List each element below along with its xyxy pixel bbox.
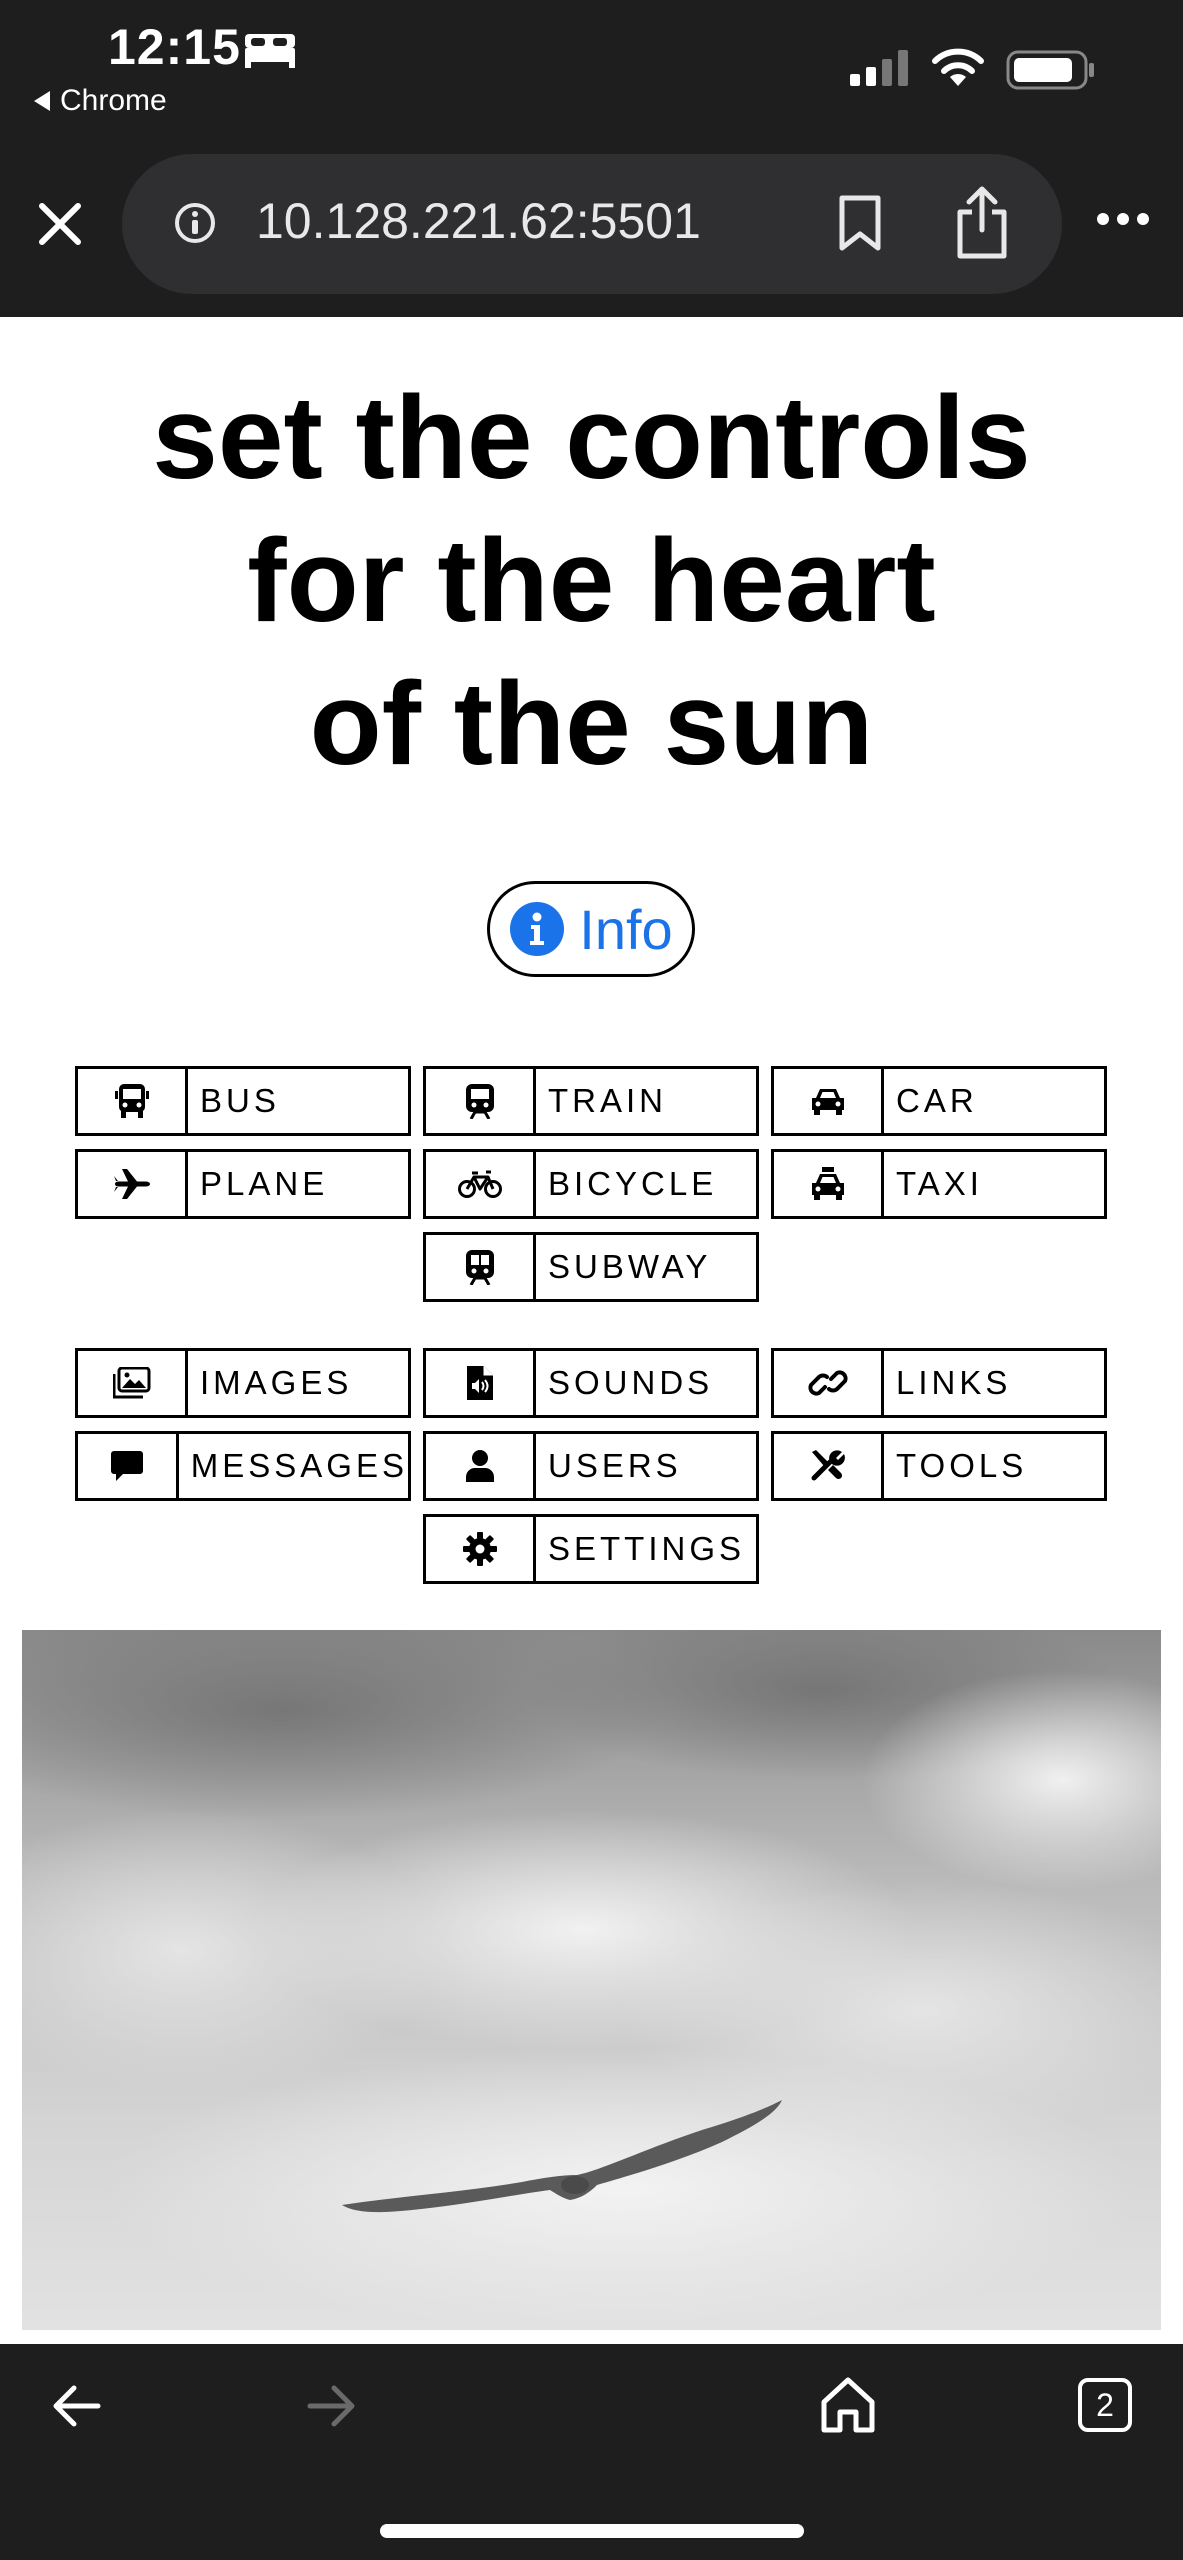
- back-arrow-icon: [34, 91, 50, 111]
- site-info-icon[interactable]: [174, 202, 216, 244]
- info-button-label: Info: [579, 897, 673, 961]
- plane-icon: [113, 1168, 151, 1200]
- users-label: USERS: [548, 1447, 682, 1484]
- more-options-icon[interactable]: [1096, 212, 1150, 226]
- messages-button[interactable]: [75, 1431, 411, 1501]
- address-bar[interactable]: [122, 154, 1062, 294]
- status-time: 12:15: [108, 19, 241, 75]
- tabs-button[interactable]: 2: [1078, 2378, 1132, 2432]
- tools-button[interactable]: [771, 1431, 1107, 1501]
- links-button[interactable]: [771, 1348, 1107, 1418]
- bus-icon: [115, 1083, 149, 1119]
- subway-button[interactable]: [423, 1232, 759, 1302]
- headline-line: of the sun: [309, 658, 874, 790]
- images-button[interactable]: [75, 1348, 411, 1418]
- url-text: 10.128.221.62:5501: [256, 193, 701, 249]
- train-button[interactable]: [423, 1066, 759, 1136]
- images-icon: [113, 1367, 151, 1399]
- users-button[interactable]: [423, 1431, 759, 1501]
- sounds-label: SOUNDS: [548, 1364, 714, 1401]
- messages-label: MESSAGES: [190, 1447, 408, 1484]
- sleep-focus-icon: [243, 30, 297, 70]
- info-button[interactable]: [487, 881, 695, 977]
- plane-label: PLANE: [200, 1165, 329, 1202]
- links-label: LINKS: [896, 1364, 1012, 1401]
- cellular-signal-icon: [850, 50, 914, 86]
- forward-arrow-icon[interactable]: [306, 2384, 356, 2428]
- headline-line: for the heart: [247, 515, 936, 647]
- sounds-button[interactable]: [423, 1348, 759, 1418]
- wifi-icon: [930, 46, 986, 88]
- train-label: TRAIN: [548, 1082, 667, 1119]
- settings-label: SETTINGS: [548, 1530, 746, 1567]
- share-icon[interactable]: [954, 184, 1010, 260]
- home-indicator[interactable]: [380, 2524, 804, 2538]
- headline-line: set the controls: [152, 372, 1031, 504]
- close-icon[interactable]: [36, 200, 84, 248]
- sound-file-icon: [466, 1365, 494, 1401]
- gear-icon: [463, 1532, 497, 1566]
- taxi-label: TAXI: [896, 1165, 983, 1202]
- bicycle-icon: [458, 1169, 502, 1199]
- taxi-icon: [810, 1167, 846, 1201]
- bus-label: BUS: [200, 1082, 280, 1119]
- message-icon: [110, 1450, 144, 1482]
- bookmark-icon[interactable]: [838, 194, 882, 252]
- home-icon[interactable]: [818, 2374, 878, 2434]
- images-label: IMAGES: [200, 1364, 353, 1401]
- car-label: CAR: [896, 1082, 978, 1119]
- car-button[interactable]: [771, 1066, 1107, 1136]
- train-icon: [465, 1083, 495, 1119]
- subway-icon: [465, 1249, 495, 1285]
- subway-label: SUBWAY: [548, 1248, 712, 1285]
- user-icon: [465, 1449, 495, 1483]
- bicycle-label: BICYCLE: [548, 1165, 718, 1202]
- taxi-button[interactable]: [771, 1149, 1107, 1219]
- page-headline: [0, 367, 1183, 796]
- tools-icon: [810, 1448, 846, 1484]
- battery-icon: [1006, 50, 1096, 90]
- back-app-label: Chrome: [60, 84, 167, 117]
- browser-bottom-toolbar: [0, 2344, 1183, 2560]
- info-icon: [509, 901, 565, 957]
- link-icon: [808, 1366, 848, 1400]
- car-icon: [810, 1086, 846, 1116]
- plane-button[interactable]: [75, 1149, 411, 1219]
- settings-button[interactable]: [423, 1514, 759, 1584]
- tools-label: TOOLS: [896, 1447, 1028, 1484]
- back-arrow-icon[interactable]: [52, 2384, 102, 2428]
- back-to-app-link[interactable]: [34, 84, 167, 118]
- browser-top-bar: [0, 0, 1183, 317]
- bird-photo: [22, 1630, 1161, 2330]
- bus-button[interactable]: [75, 1066, 411, 1136]
- bicycle-button[interactable]: [423, 1149, 759, 1219]
